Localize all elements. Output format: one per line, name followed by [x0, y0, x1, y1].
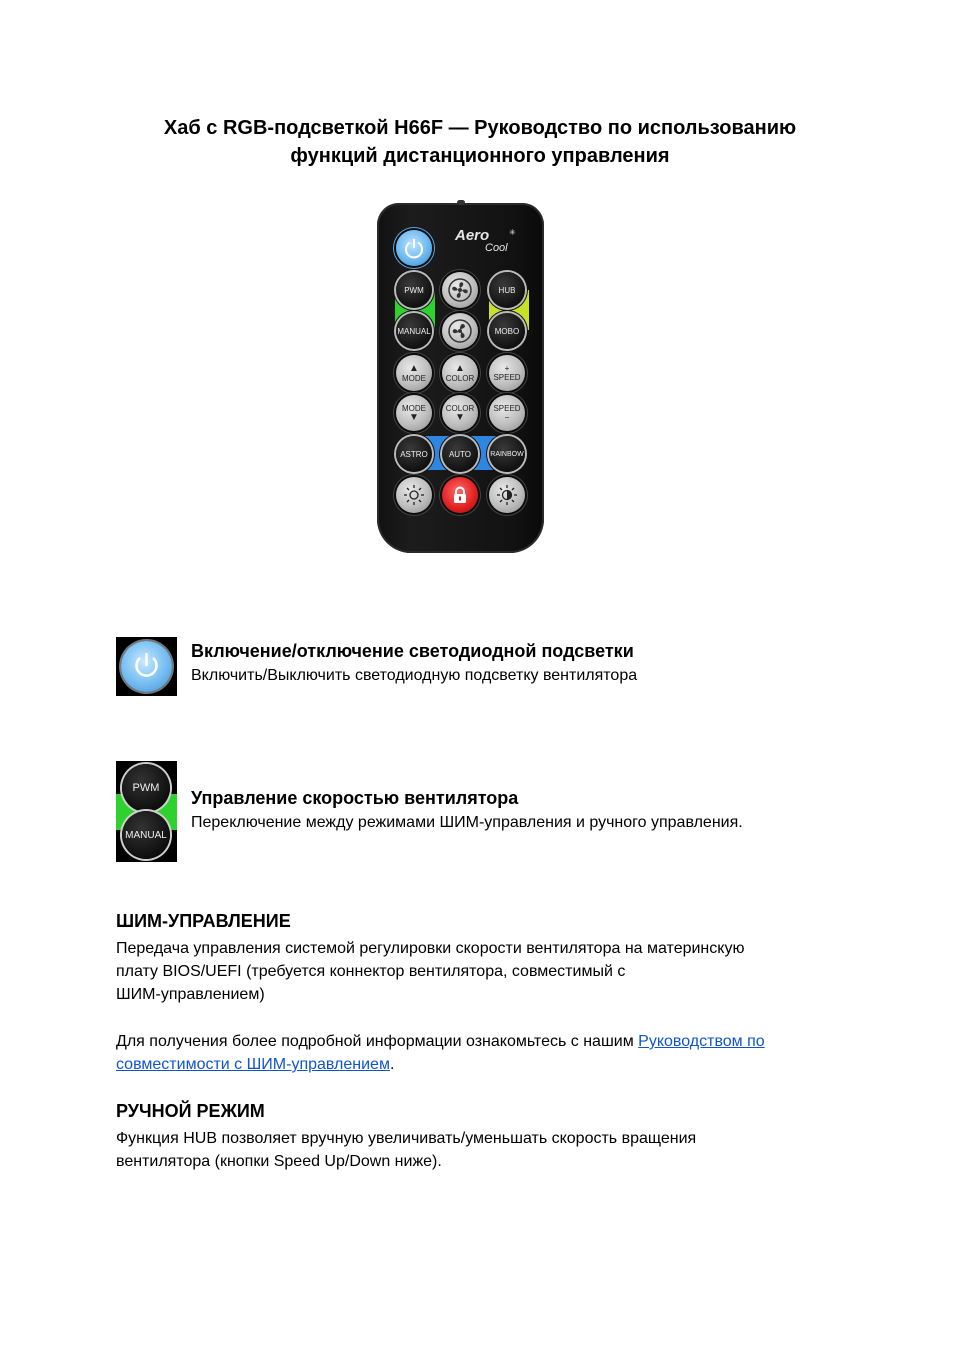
- remote-hub-button: HUB: [489, 272, 525, 308]
- pwm-button-icon: PWM: [122, 764, 170, 812]
- remote-color-down-button: COLOR ▼: [442, 395, 478, 431]
- remote-speed-up-button: + SPEED: [489, 355, 525, 391]
- remote-manual-button: MANUAL: [396, 313, 432, 349]
- remote-mobo-button: MOBO: [489, 313, 525, 349]
- pwm-guide-link[interactable]: Руководством по: [638, 1033, 765, 1050]
- remote-fan-button-2: [442, 313, 478, 349]
- remote-mode-down-button: MODE ▼: [396, 395, 432, 431]
- section-power-heading: Включение/отключение светодиодной подсветки: [191, 641, 634, 661]
- power-button-thumbnail: [116, 637, 177, 696]
- manual-mode-description: Функция HUB позволяет вручную увеличивать/уменьшать скорость вращения вентилятора (кнопки Speed Up/Down ниже).: [116, 1130, 697, 1170]
- remote-speed-down-button: SPEED −: [489, 395, 525, 431]
- pwm-mode-description: Передача управления системой регулировки скорости вентилятора на материнскую плату BIOS/UEFI (требуется коннектор вентилятора, совместимый с ШИМ-управлением): [116, 940, 745, 1003]
- section-speed-heading: Управление скоростью вентилятора: [191, 788, 519, 808]
- sun-icon: [403, 484, 425, 506]
- triangle-up-icon: ▲: [455, 362, 465, 374]
- remote-rainbow-button: RAINBOW: [489, 436, 525, 472]
- ir-emitter: [457, 200, 465, 205]
- remote-auto-button: AUTO: [442, 436, 478, 472]
- triangle-down-icon: ▼: [409, 411, 419, 423]
- remote-astro-button: ASTRO: [396, 436, 432, 472]
- remote-control-image: [377, 203, 544, 553]
- power-icon: [116, 637, 177, 696]
- remote-power-button: [396, 230, 432, 266]
- power-icon: [403, 237, 425, 259]
- remote-color-up-button: ▲ COLOR: [442, 355, 478, 391]
- logo-star-icon: ✳: [509, 228, 516, 237]
- pwm-mode-more-info: Для получения более подробной информации ознакомьтесь с нашим Руководством по совместимости с ШИМ-управлением.: [116, 1033, 765, 1073]
- triangle-up-icon: ▲: [409, 362, 419, 374]
- pwm-manual-thumbnail: [116, 761, 177, 862]
- remote-brightness-button: [396, 477, 432, 513]
- section-power-text: Включить/Выключить светодиодную подсветку вентилятора: [191, 667, 638, 684]
- manual-mode-heading: РУЧНОЙ РЕЖИМ: [116, 1101, 265, 1121]
- fan-icon: [448, 278, 472, 302]
- remote-pwm-button: PWM: [396, 272, 432, 308]
- remote-contrast-button: [489, 477, 525, 513]
- pwm-mode-heading: ШИМ-УПРАВЛЕНИЕ: [116, 911, 291, 931]
- pwm-guide-link-continued[interactable]: совместимости с ШИМ-управлением: [116, 1056, 390, 1073]
- remote-mode-up-button: ▲ MODE: [396, 355, 432, 391]
- title-line-1: Хаб с RGB-подсветкой H66F — Руководство по использованию: [163, 117, 797, 139]
- lock-icon: [451, 486, 469, 504]
- aerocool-logo: Aero ✳ Cool: [455, 227, 516, 254]
- remote-fan-button-1: [442, 272, 478, 308]
- page-title: [0, 114, 960, 170]
- fan-icon: [448, 319, 472, 343]
- remote-lock-button: [442, 477, 478, 513]
- title-line-2: функций дистанционного управления: [290, 145, 670, 167]
- contrast-sun-icon: [496, 484, 518, 506]
- manual-button-icon: MANUAL: [122, 811, 170, 859]
- section-speed-text: Переключение между режимами ШИМ-управления и ручного управления.: [191, 814, 743, 831]
- triangle-down-icon: ▼: [455, 411, 465, 423]
